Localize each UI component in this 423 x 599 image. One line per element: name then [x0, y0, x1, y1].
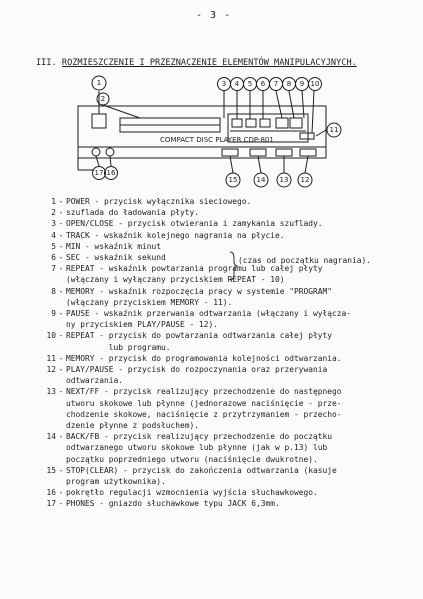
legend-dash: - [58, 197, 64, 206]
legend-item [38, 409, 423, 420]
legend-text: (włączany przyciskiem MEMORY - 11). [66, 297, 233, 307]
legend-list [38, 196, 423, 510]
legend-number: 11 [46, 353, 56, 363]
legend-number: 1 [51, 197, 56, 206]
legend-item [38, 398, 423, 409]
legend-text: BACK/FB - przycisk realizujący przechodzenie do początku [66, 432, 333, 442]
disc-tray [120, 118, 220, 132]
device-body [78, 106, 326, 158]
legend-text: MEMORY - wskaźnik rozpoczęcia pracy w systemie "PROGRAM" [66, 286, 333, 296]
legend-number [38, 274, 56, 285]
legend-number [38, 342, 56, 353]
legend-text: program użytkownika). [66, 477, 166, 487]
legend-dash: - [58, 253, 64, 263]
stop-button [222, 149, 238, 156]
legend-number [38, 409, 56, 420]
legend-item [38, 218, 423, 229]
next-button [276, 149, 292, 156]
section-title: ROZMIESZCZENIE I PRZEZNACZENIE ELEMENTÓW MANIPULACYJNYCH. [61, 58, 357, 68]
callout-11: 11 [329, 126, 339, 134]
legend-dash [56, 409, 66, 420]
legend-dash [56, 274, 66, 285]
callout-4: 4 [234, 80, 240, 88]
brace-note: (czas od początku nagrania). [238, 256, 372, 265]
legend-text: PHONES - gniazdo słuchawkowe typu JACK 6,3mm. [66, 499, 280, 509]
legend-dash [56, 420, 66, 431]
legend-text: ny przyciskiem PLAY/PAUSE - 12). [66, 320, 219, 330]
legend-text: STOP(CLEAR) - przycisk do zakończenia odtwarzania (kasuje [66, 465, 337, 475]
callout-17: 17 [94, 169, 104, 177]
legend-item [38, 375, 423, 386]
legend-number: 5 [51, 241, 56, 251]
legend-text: OPEN/CLOSE - przycisk otwierania i zamykania szuflady. [66, 219, 323, 229]
legend-number: 6 [51, 253, 56, 263]
legend-number: 3 [51, 219, 56, 229]
legend-text: utworu skokowe lub płynne (jednorazowe naciśnięcie - prze- [66, 398, 342, 408]
legend-number: 17 [46, 499, 56, 509]
legend-dash: - [58, 365, 64, 375]
callout-13: 13 [279, 176, 289, 184]
legend-item [38, 498, 423, 509]
callout-15: 15 [228, 176, 238, 184]
legend-text: MEMORY - przycisk do programowania kolejności odtwarzania. [66, 353, 342, 363]
legend-dash [56, 319, 66, 330]
legend-item [38, 274, 423, 285]
legend-text: PLAY/PAUSE - przycisk do rozpoczynania oraz przerywania [66, 365, 328, 375]
legend-number [38, 319, 56, 330]
legend-dash: - [58, 465, 64, 475]
callout-5: 5 [247, 80, 253, 88]
callout-6: 6 [260, 80, 266, 88]
legend-item [38, 319, 423, 330]
legend-dash [56, 342, 66, 353]
legend-number [38, 297, 56, 308]
legend-number: 9 [51, 309, 56, 319]
legend-number: 15 [46, 465, 56, 475]
section-number: III. [36, 58, 57, 68]
legend-dash: - [58, 241, 64, 251]
legend-item [38, 207, 423, 218]
legend-number: 12 [46, 365, 56, 375]
legend-number: 14 [46, 432, 56, 442]
legend-item [38, 230, 423, 241]
legend-item [38, 386, 423, 397]
power-button [92, 114, 106, 128]
legend-item [38, 330, 423, 341]
legend-dash [56, 398, 66, 409]
page-number: - 3 - [196, 10, 232, 21]
legend-number: 8 [51, 286, 56, 296]
callout-8: 8 [286, 80, 292, 88]
legend-number [38, 398, 56, 409]
display-window [228, 114, 308, 142]
legend-text: SEC - wskaźnik sekund [66, 253, 166, 263]
legend-dash [56, 476, 66, 487]
legend-dash: - [58, 353, 64, 363]
legend-text: NEXT/FF - przycisk realizujący przechodzenie do następnego [66, 387, 342, 397]
legend-dash [56, 375, 66, 386]
legend-text: dzenie płynne z podsłuchem). [66, 421, 200, 431]
callout-9: 9 [299, 80, 305, 88]
legend-dash [56, 442, 66, 453]
legend-item [38, 454, 423, 465]
callout-14: 14 [256, 176, 266, 184]
legend-item [38, 286, 423, 297]
legend-number [38, 375, 56, 386]
section-heading [36, 58, 357, 68]
legend-item [38, 487, 423, 498]
legend-item [38, 364, 423, 375]
legend-dash: - [58, 309, 64, 319]
legend-text: szuflada do ładowania płyty. [66, 208, 200, 218]
track-indicator [232, 119, 242, 127]
legend-dash: - [58, 264, 64, 274]
legend-item [38, 308, 423, 319]
legend-item [38, 241, 423, 252]
callout-1: 1 [96, 79, 102, 87]
legend-text: REPEAT - wskaźnik powtarzania programu lub całej płyty [66, 264, 323, 274]
legend-item [38, 465, 423, 476]
legend-dash: - [58, 387, 64, 397]
legend-item [38, 353, 423, 364]
legend-number [38, 476, 56, 487]
memory-button [300, 133, 314, 139]
sec-indicator [260, 119, 270, 127]
callout-10: 10 [310, 80, 320, 88]
legend-dash [56, 454, 66, 465]
play-pause-button [300, 149, 316, 156]
repeat-indicator [276, 118, 288, 128]
device-front-label: COMPACT DISC PLAYER CDP-801 [160, 136, 274, 144]
legend-text: odtwarzanego utworu skokowe lub płynne (jak w p.13) lub [66, 443, 328, 453]
legend-number: 10 [46, 331, 56, 341]
legend-item [38, 431, 423, 442]
legend-number: 2 [51, 208, 56, 218]
legend-dash: - [58, 488, 64, 498]
legend-item [38, 476, 423, 487]
legend-dash [56, 297, 66, 308]
phones-jack [92, 148, 100, 156]
legend-dash: - [58, 432, 64, 442]
legend-dash: - [58, 286, 64, 296]
callout-12: 12 [300, 176, 310, 184]
legend-item [38, 342, 423, 353]
legend-number: 4 [51, 230, 56, 240]
legend-item [38, 442, 423, 453]
legend-number [38, 442, 56, 453]
legend-dash: - [58, 219, 64, 229]
callout-2: 2 [100, 95, 106, 103]
legend-number: 16 [46, 488, 56, 498]
legend-text: odtwarzania. [66, 376, 124, 386]
min-indicator [246, 119, 256, 127]
legend-text: PAUSE - wskaźnik przerwania odtwarzania (włączany i wyłącza- [66, 309, 352, 319]
legend-number [38, 420, 56, 431]
callout-3: 3 [221, 80, 227, 88]
legend-text: chodzenie skokowe, naciśnięcie z przytrzymaniem - przecho- [66, 409, 342, 419]
legend-dash: - [58, 230, 64, 240]
legend-text: MIN - wskaźnik minut [66, 241, 162, 251]
legend-number [38, 454, 56, 465]
legend-dash: - [58, 499, 64, 509]
legend-item [38, 196, 423, 207]
legend-item [38, 297, 423, 308]
legend-dash: - [58, 331, 64, 341]
volume-knob [106, 148, 114, 156]
legend-text: REPEAT - przycisk do powtarzania odtwarzania całej płyty [66, 331, 333, 341]
legend-text: lub programu. [66, 342, 171, 352]
callout-16: 16 [106, 169, 116, 177]
back-button [250, 149, 266, 156]
legend-item [38, 420, 423, 431]
legend-number: 7 [51, 264, 56, 274]
memory-indicator [290, 118, 302, 128]
legend-text: POWER - przycisk wyłącznika sieciowego. [66, 197, 252, 206]
legend-text: (włączany i wyłączany przyciskiem REPEAT - 10) [66, 275, 285, 285]
legend-number: 13 [46, 387, 56, 397]
legend-text: pokrętło regulacji wzmocnienia wyjścia słuchawkowego. [66, 488, 318, 498]
legend-text: początku poprzedniego utworu (naciśnięcie dwukrotne). [66, 454, 318, 464]
callout-7: 7 [273, 80, 279, 88]
legend-dash: - [58, 208, 64, 218]
legend-text: TRACK - wskaźnik kolejnego nagrania na płycie. [66, 230, 285, 240]
